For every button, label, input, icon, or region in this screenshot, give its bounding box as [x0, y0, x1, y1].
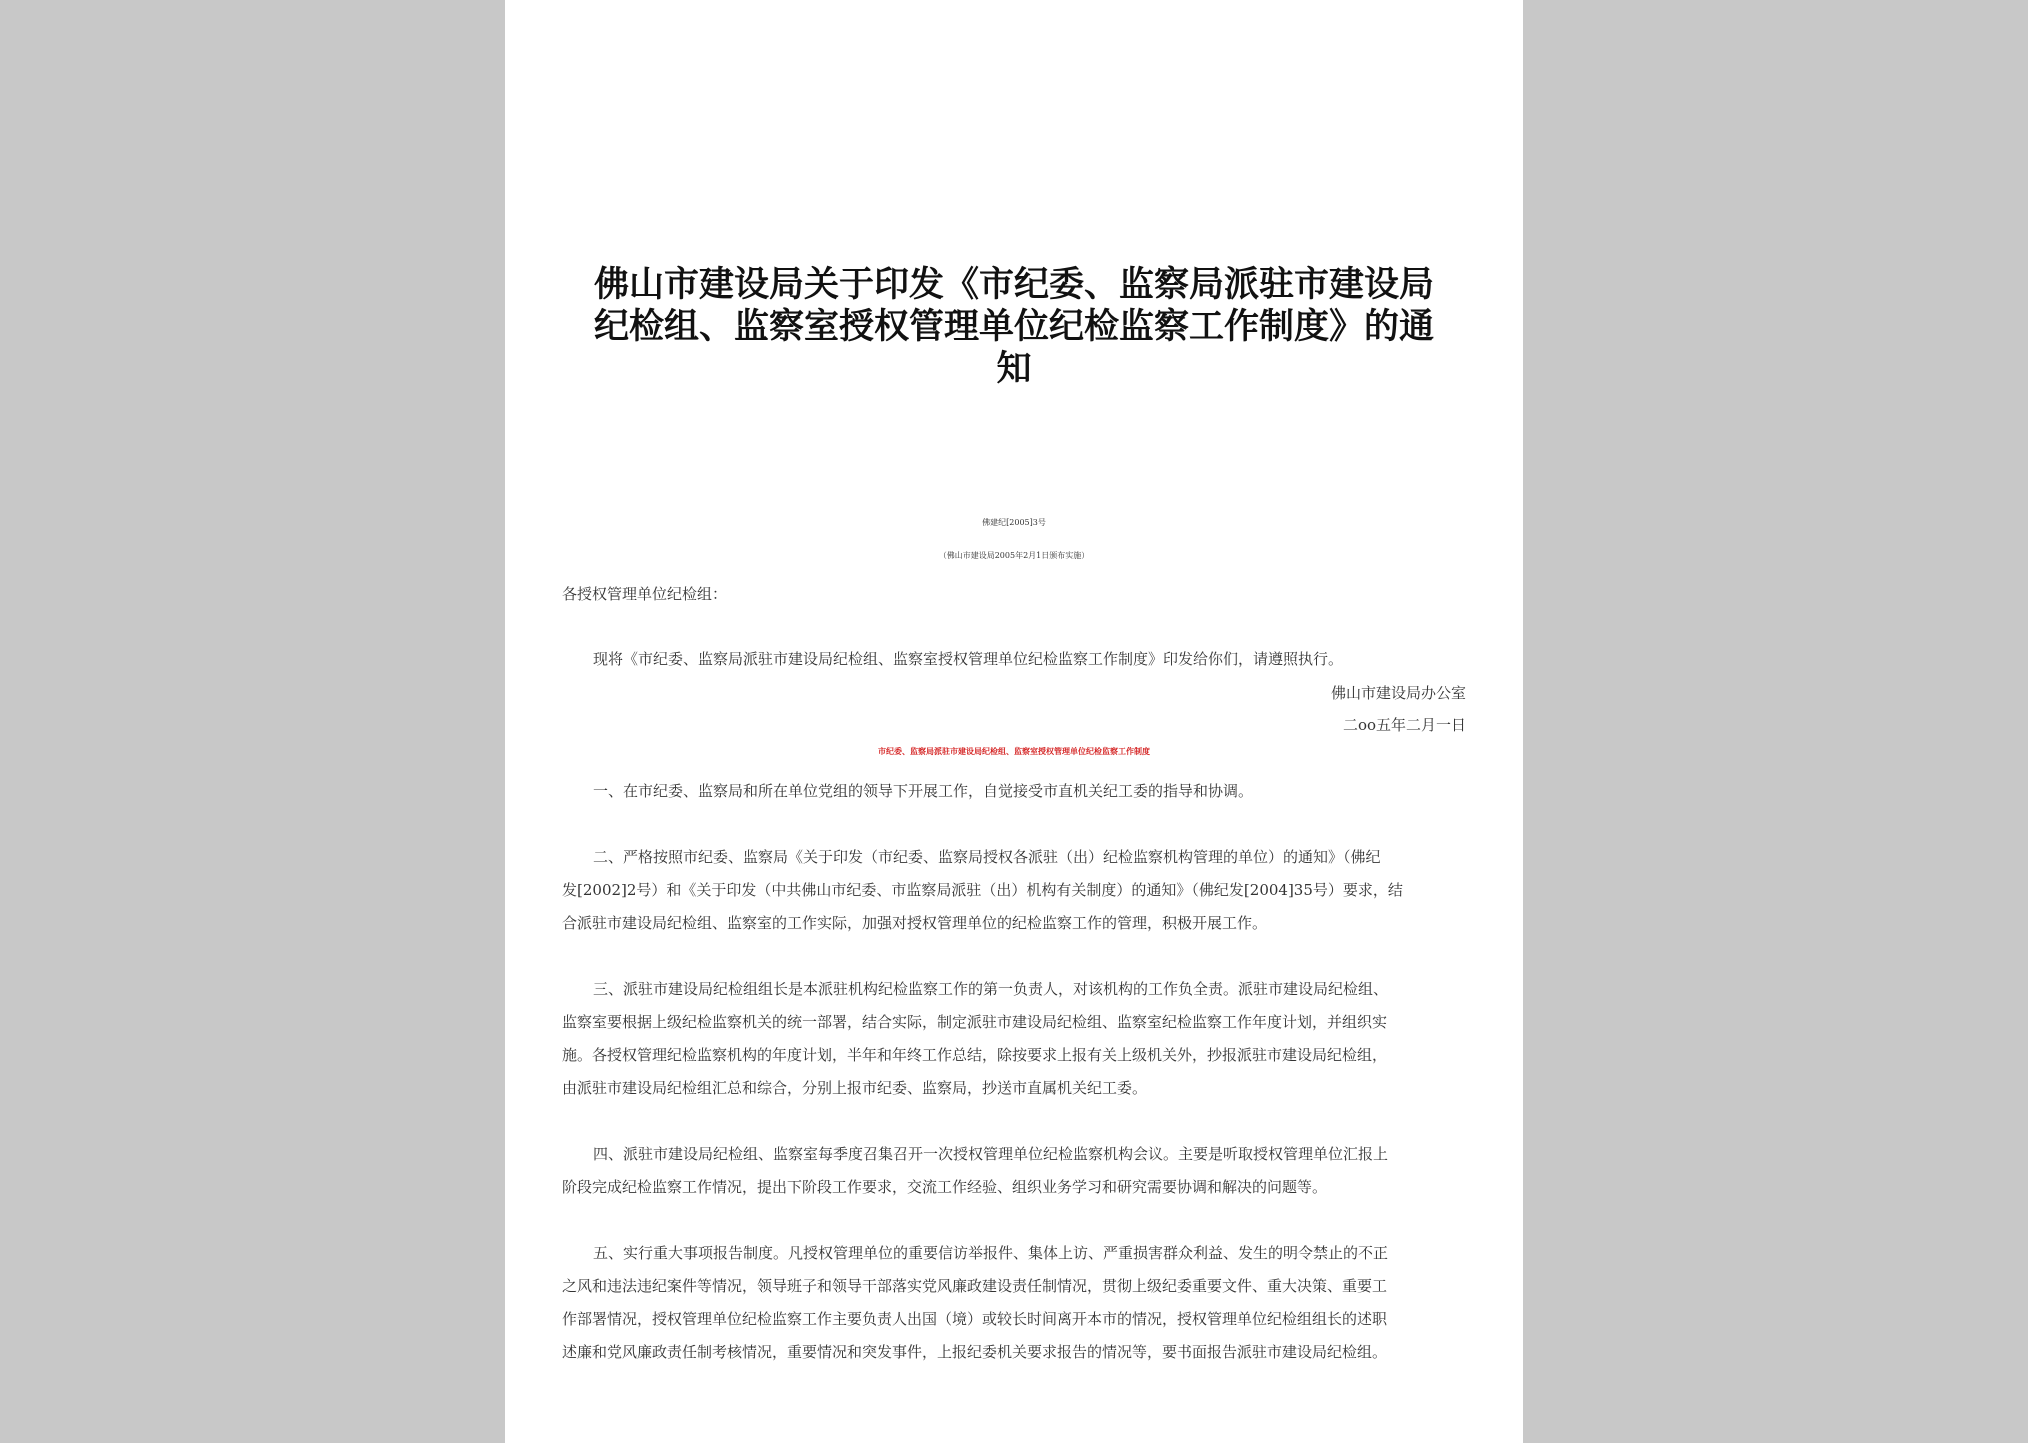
paragraph-line: 由派驻市建设局纪检组汇总和综合，分别上报市纪委、监察局，抄送市直属机关纪工委。	[562, 1079, 1148, 1097]
title-line: 佛山市建设局关于印发《市纪委、监察局派驻市建设局	[593, 265, 1434, 305]
title-line: 纪检组、监察室授权管理单位纪检监察工作制度》的通	[593, 307, 1434, 347]
paragraph-line: 发[2002]2号）和《关于印发（中共佛山市纪委、市监察局派驻（出）机构有关制度）的通知》（佛纪发[2004]35号）要求，结	[562, 881, 1403, 899]
paragraph-line: 监察室要根据上级纪检监察机关的统一部署，结合实际，制定派驻市建设局纪检组、监察室纪检监察工作年度计划，并组织实	[562, 1013, 1388, 1031]
paragraph-line: 施。各授权管理纪检监察机构的年度计划，半年和年终工作总结，除按要求上报有关上级机关外，抄报派驻市建设局纪检组，	[562, 1046, 1388, 1064]
paragraph-line: 阶段完成纪检监察工作情况，提出下阶段工作要求，交流工作经验、组织业务学习和研究需要协调和解决的问题等。	[562, 1178, 1328, 1196]
paragraph-line: 二、严格按照市纪委、监察局《关于印发（市纪委、监察局授权各派驻（出）纪检监察机构管理的单位）的通知》（佛纪	[593, 848, 1381, 866]
section-heading: 市纪委、监察局派驻市建设局纪检组、监察室授权管理单位纪检监察工作制度	[878, 746, 1150, 756]
document-page	[505, 0, 1523, 1443]
issue-note: （佛山市建设局2005年2月1日颁布实施）	[938, 551, 1090, 560]
intro-text: 现将《市纪委、监察局派驻市建设局纪检组、监察室授权管理单位纪检监察工作制度》印发给你们，请遵照执行。	[593, 650, 1344, 668]
paragraph-line: 述廉和党风廉政责任制考核情况，重要情况和突发事件，上报纪委机关要求报告的情况等，要书面报告派驻市建设局纪检组。	[562, 1343, 1388, 1361]
paragraph-line: 五、实行重大事项报告制度。凡授权管理单位的重要信访举报件、集体上访、严重损害群众利益、发生的明令禁止的不正	[593, 1244, 1389, 1262]
paragraph-line: 作部署情况，授权管理单位纪检监察工作主要负责人出国（境）或较长时间离开本市的情况，授权管理单位纪检组组长的述职	[562, 1310, 1388, 1328]
signature: 佛山市建设局办公室	[1330, 684, 1466, 702]
addressee: 各授权管理单位纪检组：	[562, 585, 728, 603]
paragraph-line: 三、派驻市建设局纪检组组长是本派驻机构纪检监察工作的第一负责人，对该机构的工作负全责。派驻市建设局纪检组、	[593, 980, 1389, 998]
paragraph-line: 一、在市纪委、监察局和所在单位党组的领导下开展工作，自觉接受市直机关纪工委的指导和协调。	[593, 782, 1254, 800]
paragraph-line: 之风和违法违纪案件等情况，领导班子和领导干部落实党风廉政建设责任制情况，贯彻上级纪委重要文件、重大决策、重要工	[562, 1277, 1388, 1295]
document-number: 佛建纪[2005]3号	[982, 518, 1046, 527]
paragraph-line: 四、派驻市建设局纪检组、监察室每季度召集召开一次授权管理单位纪检监察机构会议。主要是听取授权管理单位汇报上	[593, 1145, 1389, 1163]
title-line: 知	[996, 349, 1032, 389]
paragraph-line: 合派驻市建设局纪检组、监察室的工作实际，加强对授权管理单位的纪检监察工作的管理，积极开展工作。	[562, 914, 1268, 932]
document-date: 二oo五年二月一日	[1342, 716, 1466, 734]
document-title	[555, 264, 1473, 390]
